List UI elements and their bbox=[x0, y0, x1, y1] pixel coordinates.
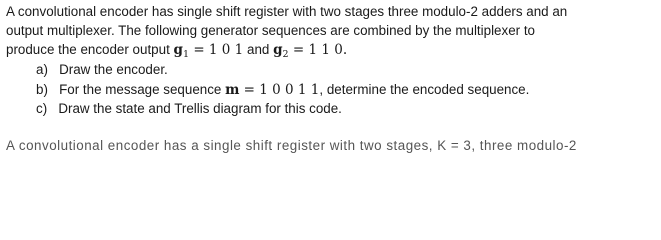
part-b bbox=[36, 81, 529, 99]
generator-g2: $g_2 = 1$ 1 0. bbox=[273, 42, 348, 60]
intro-line-3 bbox=[6, 41, 347, 63]
message-sequence: m = 1 0 0 1 1 bbox=[225, 82, 320, 98]
part-a-text: Draw the encoder. bbox=[59, 62, 168, 77]
part-b-text-prefix: For the message sequence bbox=[59, 82, 226, 97]
part-c-text: Draw the state and Trellis diagram for this code. bbox=[58, 101, 342, 116]
cut-off-text-line: A convolutional encoder has a single shift register with two stages, K = 3, three modulo-2 bbox=[6, 138, 577, 153]
part-a bbox=[36, 61, 168, 78]
part-c-label: c) bbox=[36, 101, 48, 116]
intro-line-3-text: produce the encoder output bbox=[6, 42, 170, 57]
generator-g1: $g_1 = 1$ 0 1 bbox=[173, 42, 244, 60]
part-c bbox=[36, 100, 342, 117]
intro-line-1: A convolutional encoder has single shift register with two stages three modulo-2 adders and an bbox=[6, 4, 568, 19]
part-b-label: b) bbox=[36, 82, 48, 97]
part-a-label: a) bbox=[36, 62, 48, 77]
conjunction-and: and bbox=[243, 42, 274, 57]
intro-line-2: output multiplexer. The following generator sequences are combined by the multiplexer to bbox=[6, 23, 535, 38]
part-b-text-suffix: , determine the encoded sequence. bbox=[319, 82, 530, 97]
